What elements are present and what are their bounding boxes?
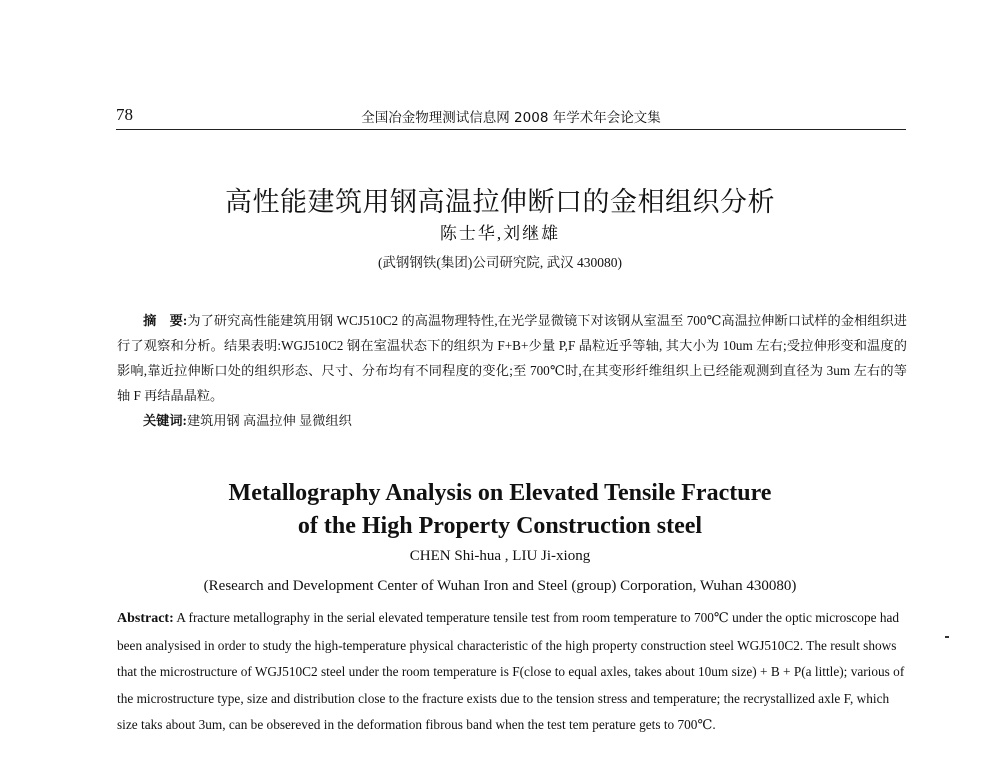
- page-number: 78: [116, 105, 133, 124]
- chinese-title: 高性能建筑用钢高温拉伸断口的金相组织分析: [225, 187, 775, 218]
- page-header: [116, 104, 906, 128]
- english-abstract: [117, 605, 907, 739]
- chinese-authors: 陈士华,刘继雄: [439, 224, 561, 243]
- english-abstract-text: A fracture metallography in the serial elevated temperature tensile test from room temperature to 700℃ under the optic microscope had been analysised in order to study the high-temperature physical characteristic of the high property construction steel WGJ510C2. The result shows that the microstructure of WGJ510C2 steel under the room temperature is F(close to equal axles, takes about 10um size) + B + P(a little); various of the microstructure type, size and distribution close to the fracture exists due to the tension stress and temperature; the recrystallized axle F, which size taks about 3um, can be obsereved in the deformation fibrous band when the test tem perature gets to 700℃.: [117, 610, 905, 732]
- chinese-abstract-label: 摘 要:: [143, 313, 188, 328]
- chinese-abstract-text: 为了研究高性能建筑用钢 WCJ510C2 的高温物理特性,在光学显微镜下对该钢从室温至 700℃高温拉伸断口试样的金相组织进行了观察和分析。结果表明:WGJ510C2 钢在室温状态下的组织为 F+B+少量 P,F 晶粒近乎等轴, 其大小为 10um 左右;受拉伸形变和温度的影响,靠近拉伸断口处的组织形态、尺寸、分布均有不同程度的变化;至 700℃时,在其变形纤维组织上已经能观测到直径为 3um 左右的等轴 F 再结晶晶粒。: [117, 313, 907, 403]
- scan-artifact: [945, 636, 949, 638]
- running-title: 全国冶金物理测试信息网 2008 年学术年会论文集: [361, 110, 661, 126]
- english-title-line-1: Metallography Analysis on Elevated Tensile Fracture: [228, 480, 772, 506]
- chinese-keywords-label: 关键词:: [143, 413, 187, 428]
- chinese-abstract: [117, 308, 907, 433]
- english-title: [0, 477, 1000, 543]
- chinese-affiliation: (武钢钢铁(集团)公司研究院, 武汉 430080): [377, 255, 623, 270]
- english-abstract-label: Abstract:: [117, 611, 174, 626]
- header-rule: [116, 129, 906, 130]
- chinese-abstract-paragraph: [117, 308, 907, 408]
- english-title-line-2: of the High Property Construction steel: [297, 513, 703, 539]
- chinese-keywords: [117, 408, 907, 433]
- chinese-keywords-text: 建筑用钢 高温拉伸 显微组织: [186, 413, 352, 428]
- english-affiliation: (Research and Development Center of Wuhan Iron and Steel (group) Corporation, Wuhan 430080): [203, 578, 797, 594]
- english-authors: CHEN Shi-hua , LIU Ji-xiong: [409, 548, 591, 564]
